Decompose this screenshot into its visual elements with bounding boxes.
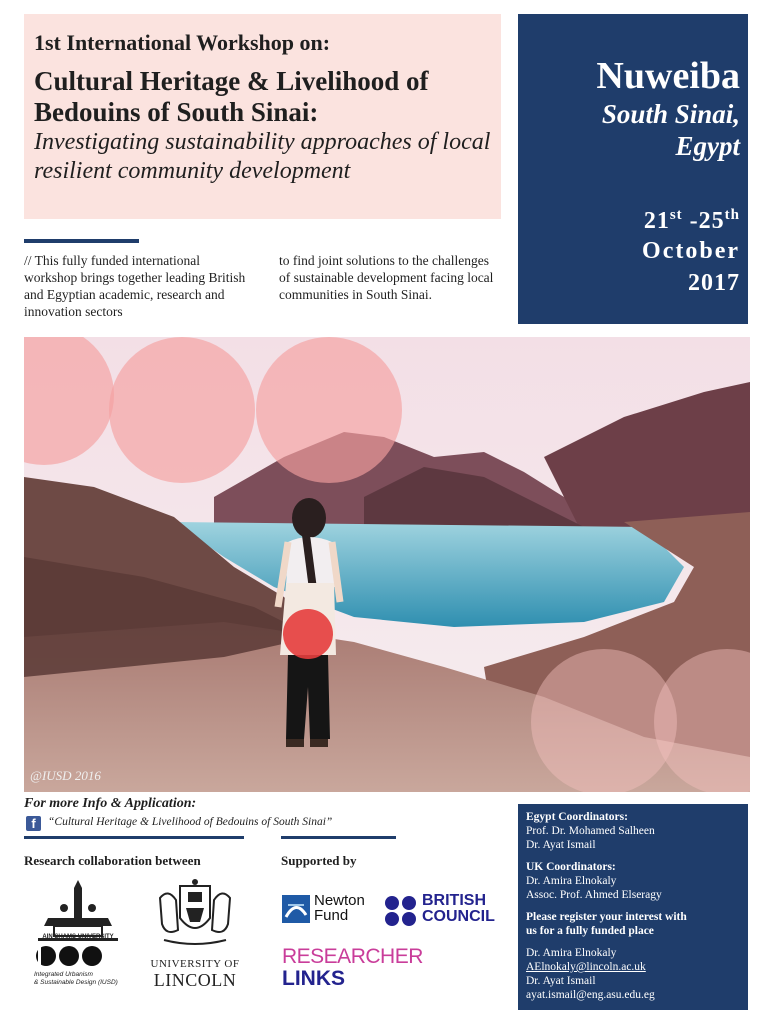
egypt-coordinator-1: Prof. Dr. Mohamed Salheen [526,825,655,837]
researcher-line2: LINKS [282,967,345,990]
date-start: 21 [643,208,670,234]
title-panel [24,14,501,219]
location-region: South Sinai, Egypt [601,99,740,161]
british-line2: COUNCIL [422,908,495,925]
researcher-line1: RESEARCHER [282,945,423,968]
event-year: 2017 [688,270,740,296]
info-heading: For more Info & Application: [24,796,197,811]
date-end: -25 [682,208,725,234]
researcher-links-logo [282,946,442,992]
iusd-caption-line1: Integrated Urbanism [34,971,93,978]
contact-2-email[interactable]: ayat.ismail@eng.asu.edu.eg [526,989,655,1001]
contact-2-name: Dr. Ayat Ismail [526,975,596,987]
intro-text-col1: // This fully funded international workshop brings together leading British and Egyptian academic, research and innovation sectors [24,253,246,319]
register-line1: Please register your interest with [526,911,687,923]
british-line1: BRITISH [422,892,486,909]
facebook-link[interactable]: “Cultural Heritage & Livelihood of Bedouins of South Sinai” [48,816,333,828]
date-start-suffix: st [669,207,683,223]
collaboration-label: Research collaboration between [24,853,201,868]
collab-rule [24,836,244,839]
event-month: October [642,238,740,264]
register-line2: us for a fully funded place [526,925,654,937]
facebook-icon[interactable]: f [26,816,41,831]
newton-line2: Fund [314,907,349,924]
iusd-caption [34,971,130,987]
decor-circle-3 [256,337,402,483]
event-dates [518,200,740,236]
location-date-panel [518,14,748,324]
lincoln-crest-icon [150,878,240,950]
location-city: Nuweiba [596,55,740,97]
workshop-subtitle: Investigating sustainability approaches of local resilient community development [34,129,491,184]
intro-rule [24,239,139,243]
iusd-logo [28,878,128,998]
lincoln-line2: LINCOLN [153,970,237,990]
iusd-caption-line2: & Sustainable Design (IUSD) [34,979,118,986]
british-council-logo [384,893,504,927]
newton-fund-logo [282,893,382,927]
uk-coordinator-2: Assoc. Prof. Ahmed Elseragy [526,889,662,901]
workshop-label: 1st International Workshop on: [34,30,331,55]
intro-text-col2: to find joint solutions to the challenges of sustainable development facing local communities in South Sinai. [279,253,494,302]
newton-line1: Newton [314,892,365,909]
coordinators-panel [518,804,748,1010]
photo-illustration [24,337,750,792]
date-end-suffix: th [724,207,740,223]
decor-circle-red [283,609,333,659]
lincoln-line1: UNIVERSITY OF [150,958,240,970]
iusd-university-name: AIN SHAMS UNIVERSITY [42,934,114,940]
egypt-coordinators-heading: Egypt Coordinators: [526,811,628,823]
landscape-photo [24,337,750,792]
contact-1-email-link[interactable]: AElnokaly@lincoln.ac.uk [526,961,646,973]
workshop-title: Cultural Heritage & Livelihood of Bedouins of South Sinai: [34,66,429,127]
contact-1-name: Dr. Amira Elnokaly [526,947,617,959]
egypt-coordinator-2: Dr. Ayat Ismail [526,839,596,851]
lincoln-logo [140,878,250,993]
support-rule [281,836,396,839]
decor-circle-2 [109,337,255,483]
iusd-mark-icon [36,944,106,968]
photo-credit: @IUSD 2016 [30,768,101,783]
support-label: Supported by [281,853,357,868]
british-council-dots-icon [384,895,418,927]
uk-coordinator-1: Dr. Amira Elnokaly [526,875,617,887]
uk-coordinators-heading: UK Coordinators: [526,861,616,873]
newton-fund-icon [282,895,310,923]
